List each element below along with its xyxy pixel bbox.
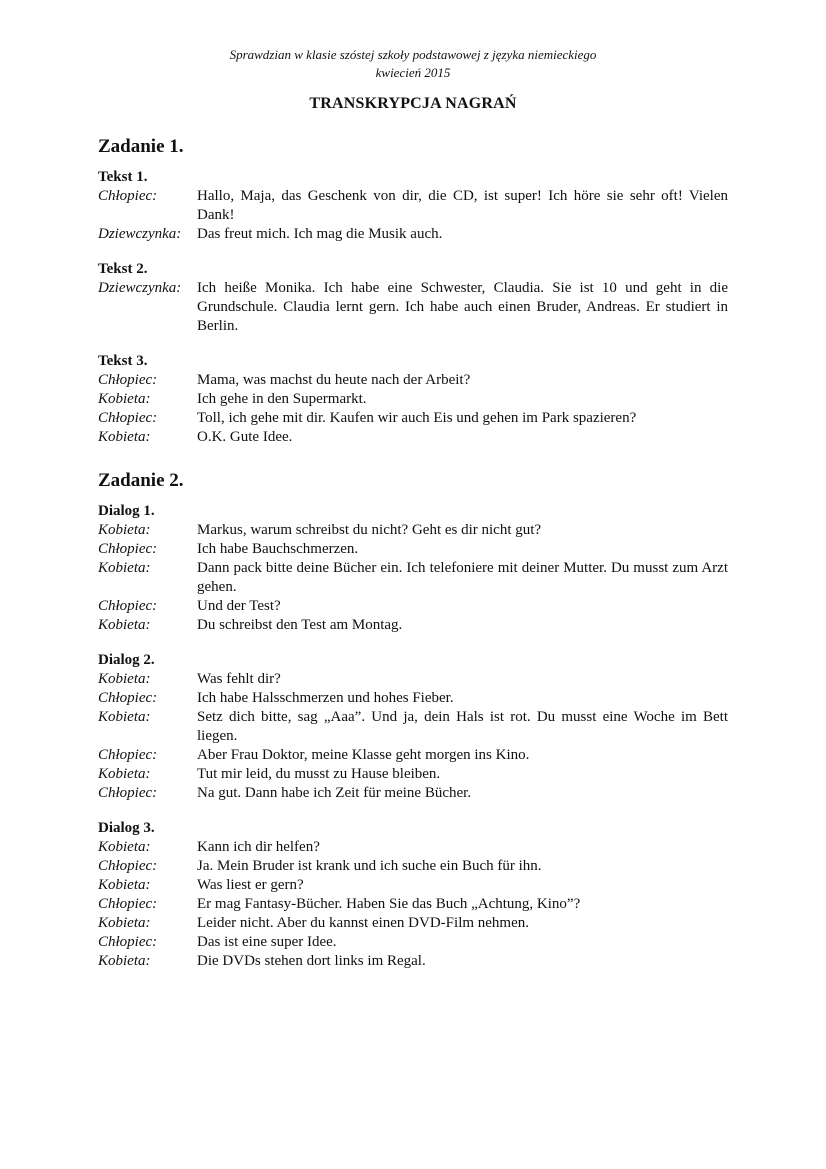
- dialogue-text: Was liest er gern?: [197, 877, 304, 893]
- dialogue-line: [98, 521, 728, 540]
- dialogue-line: [98, 616, 728, 635]
- dialogue-text: Tut mir leid, du musst zu Hause bleiben.: [197, 766, 441, 782]
- dialogue-line: [98, 952, 728, 971]
- dialogue-line: [98, 933, 728, 952]
- dialogue-line: [98, 670, 728, 689]
- speaker-label: Kobieta:: [98, 671, 151, 687]
- dialogue-text: Was fehlt dir?: [197, 671, 281, 687]
- dialogue-text: Mama, was machst du heute nach der Arbeit?: [197, 372, 471, 388]
- dialogue-line: [98, 540, 728, 559]
- dialogue-text: Setz dich bitte, sag „Aaa”. Und ja, dein Hals ist rot. Du musst eine Woche im Bett liegen.: [197, 709, 728, 744]
- dialogue-text: Ich heiße Monika. Ich habe eine Schwester, Claudia. Sie ist 10 und geht in die Grundschule. Claudia lernt gern. Ich habe auch einen Bruder, Andreas. Er studiert in Berlin.: [197, 280, 728, 334]
- speaker-label: Kobieta:: [98, 617, 151, 633]
- dialogue-text: Dann pack bitte deine Bücher ein. Ich telefoniere mit deiner Mutter. Du musst zum Arzt gehen.: [197, 560, 728, 595]
- speaker-label: Chłopiec:: [98, 934, 158, 950]
- speaker-label: Kobieta:: [98, 391, 151, 407]
- dialogue-line: [98, 765, 728, 784]
- dialogue-text: Ja. Mein Bruder ist krank und ich suche ein Buch für ihn.: [197, 858, 542, 874]
- speaker-label: Chłopiec:: [98, 690, 158, 706]
- dialogue-text: Na gut. Dann habe ich Zeit für meine Bücher.: [197, 785, 472, 801]
- dialogue-line: [98, 689, 728, 708]
- dialogue-text: O.K. Gute Idee.: [197, 429, 293, 445]
- dialogue-line: [98, 876, 728, 895]
- speaker-label: Chłopiec:: [98, 372, 158, 388]
- speaker-label: Kobieta:: [98, 522, 151, 538]
- dialogue-text: Aber Frau Doktor, meine Klasse geht morgen ins Kino.: [197, 747, 530, 763]
- running-header: [98, 46, 728, 82]
- dialogue-text: Du schreibst den Test am Montag.: [197, 617, 403, 633]
- section-heading: Tekst 1.: [98, 169, 148, 185]
- section-heading: Dialog 3.: [98, 820, 155, 836]
- dialogue-line: [98, 371, 728, 390]
- speaker-label: Kobieta:: [98, 766, 151, 782]
- speaker-label: Chłopiec:: [98, 188, 158, 204]
- speaker-label: Chłopiec:: [98, 896, 158, 912]
- speaker-label: Kobieta:: [98, 953, 151, 969]
- speaker-label: Kobieta:: [98, 560, 151, 576]
- dialogue-line: [98, 409, 728, 428]
- speaker-label: Kobieta:: [98, 839, 151, 855]
- speaker-label: Chłopiec:: [98, 541, 158, 557]
- dialogue-text: Markus, warum schreibst du nicht? Geht es dir nicht gut?: [197, 522, 542, 538]
- speaker-label: Kobieta:: [98, 877, 151, 893]
- speaker-label: Chłopiec:: [98, 858, 158, 874]
- section-heading: Dialog 2.: [98, 652, 155, 668]
- speaker-label: Chłopiec:: [98, 598, 158, 614]
- document-page: [98, 46, 728, 971]
- speaker-label: Chłopiec:: [98, 410, 158, 426]
- task-heading: Zadanie 2.: [98, 470, 184, 491]
- speaker-label: Kobieta:: [98, 915, 151, 931]
- dialogue-line: [98, 279, 728, 336]
- dialogue-line: [98, 390, 728, 409]
- tasks-container: [98, 136, 728, 971]
- dialogue-text: Ich gehe in den Supermarkt.: [197, 391, 367, 407]
- dialogue-line: [98, 559, 728, 597]
- dialogue-line: [98, 857, 728, 876]
- dialogue-line: [98, 838, 728, 857]
- dialogue-line: [98, 895, 728, 914]
- speaker-label: Dziewczynka:: [98, 226, 182, 242]
- dialogue-line: [98, 428, 728, 447]
- dialogue-text: Ich habe Bauchschmerzen.: [197, 541, 359, 557]
- dialogue-text: Kann ich dir helfen?: [197, 839, 320, 855]
- dialogue-line: [98, 187, 728, 225]
- dialogue-text: Ich habe Halsschmerzen und hohes Fieber.: [197, 690, 454, 706]
- header-line-1: Sprawdzian w klasie szóstej szkoły podstawowej z języka niemieckiego: [229, 47, 597, 62]
- dialogue-text: Er mag Fantasy-Bücher. Haben Sie das Buch „Achtung, Kino”?: [197, 896, 581, 912]
- dialogue-text: Und der Test?: [197, 598, 281, 614]
- dialogue-line: [98, 225, 728, 244]
- dialogue-line: [98, 746, 728, 765]
- dialogue-line: [98, 784, 728, 803]
- section-heading: Tekst 3.: [98, 353, 148, 369]
- dialogue-line: [98, 597, 728, 616]
- section-heading: Tekst 2.: [98, 261, 148, 277]
- speaker-label: Dziewczynka:: [98, 280, 182, 296]
- dialogue-text: Die DVDs stehen dort links im Regal.: [197, 953, 426, 969]
- document-title: TRANSKRYPCJA NAGRAŃ: [309, 95, 517, 112]
- dialogue-text: Leider nicht. Aber du kannst einen DVD-Film nehmen.: [197, 915, 530, 931]
- dialogue-text: Hallo, Maja, das Geschenk von dir, die CD, ist super! Ich höre sie sehr oft! Vielen Dank!: [197, 188, 728, 223]
- dialogue-text: Toll, ich gehe mit dir. Kaufen wir auch Eis und gehen im Park spazieren?: [197, 410, 637, 426]
- dialogue-text: Das ist eine super Idee.: [197, 934, 337, 950]
- dialogue-text: Das freut mich. Ich mag die Musik auch.: [197, 226, 443, 242]
- speaker-label: Chłopiec:: [98, 785, 158, 801]
- speaker-label: Kobieta:: [98, 429, 151, 445]
- task-heading: Zadanie 1.: [98, 136, 184, 157]
- speaker-label: Chłopiec:: [98, 747, 158, 763]
- speaker-label: Kobieta:: [98, 709, 151, 725]
- section-heading: Dialog 1.: [98, 503, 155, 519]
- dialogue-line: [98, 914, 728, 933]
- dialogue-line: [98, 708, 728, 746]
- header-line-2: kwiecień 2015: [375, 65, 451, 80]
